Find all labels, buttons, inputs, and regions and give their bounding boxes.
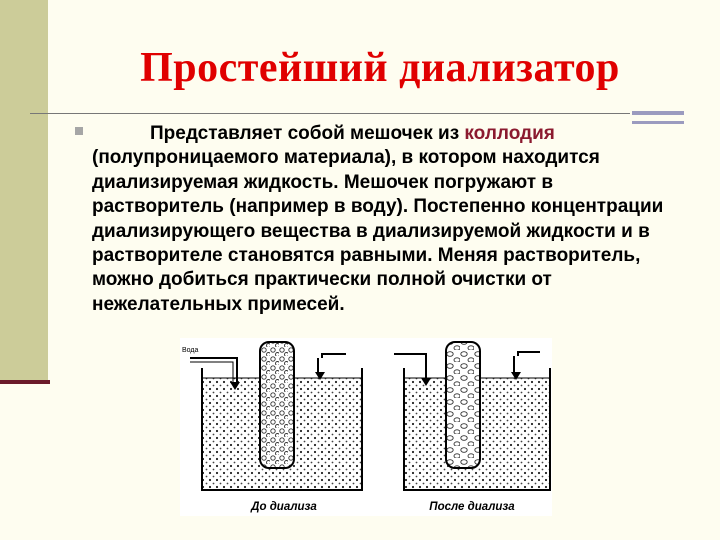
left-accent-underline: [0, 380, 50, 384]
paragraph-rest: (полупроницаемого материала), в котором находится диализируемая жидкость. Мешочек погружают в растворитель (например в воду). Постепенно концентрации диализирующего вещества в диализируемой жидкости и в растворителе становятся равными. Меняя растворитель, можно добиться практически полной очистки от нежелательных примесей.: [92, 147, 664, 315]
bullet-square-icon: [75, 127, 83, 135]
vessel-after: [394, 342, 550, 513]
divider-accent: [632, 111, 684, 115]
left-accent-bar: [0, 0, 48, 382]
inlet-label: Вода: [182, 347, 199, 354]
title-divider: [30, 113, 630, 114]
paragraph-highlight: коллодия: [464, 123, 555, 144]
slide-title: Простейший диализатор: [140, 45, 620, 91]
vessel-before: [182, 342, 362, 513]
caption-after: После диализа: [429, 501, 515, 513]
dialysis-diagram: [180, 338, 552, 516]
caption-before: До диализа: [251, 501, 317, 513]
dialysis-figure: [180, 338, 552, 516]
paragraph-lead: Представляет собой мешочек из: [150, 123, 465, 144]
body-paragraph: [92, 122, 672, 317]
